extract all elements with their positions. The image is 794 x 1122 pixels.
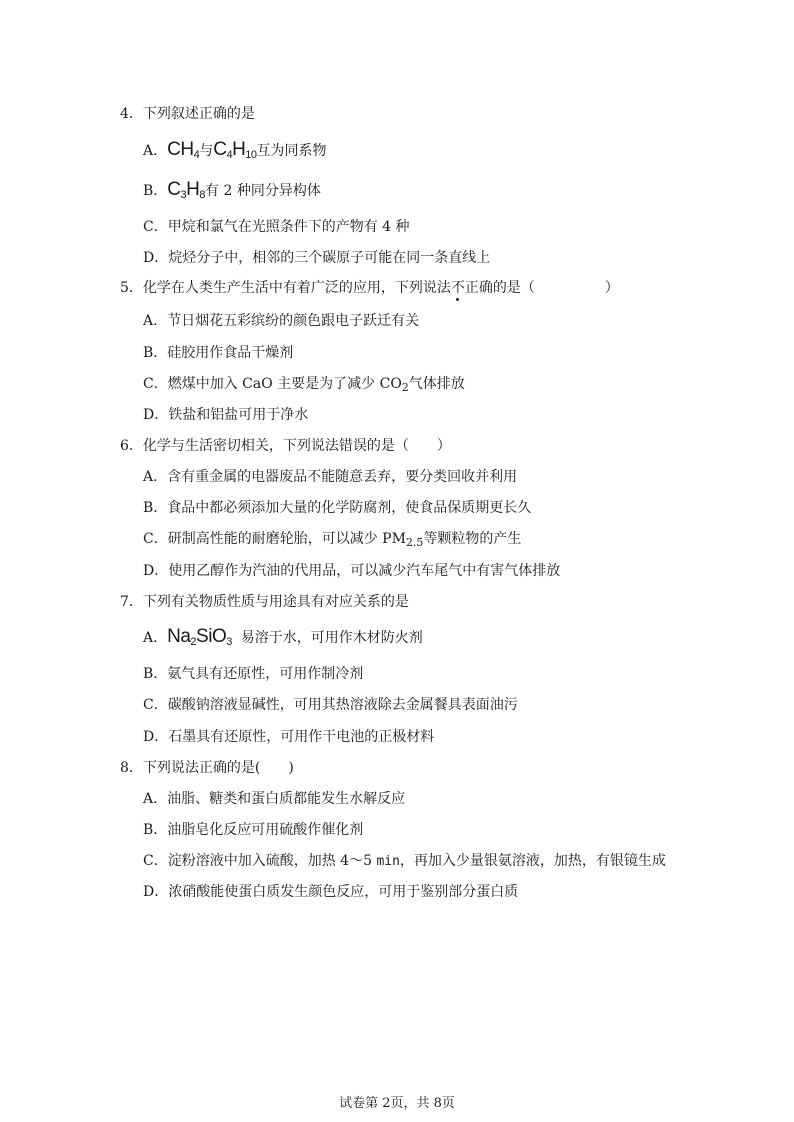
- question-7-option-c: C．碳酸钠溶液显碱性，可用其热溶液除去金属餐具表面油污: [143, 697, 518, 713]
- question-8-option-c: C．淀粉溶液中加入硫酸，加热 4～5 min，再加入少量银氨溶液，加热，有银镜生成: [143, 853, 666, 869]
- option-text: 有 2 种同分异构体: [205, 183, 321, 199]
- option-text: 与: [199, 143, 214, 159]
- option-label: B．: [143, 183, 168, 199]
- question-6-option-a: A．含有重金属的电器废品不能随意丢弃，要分类回收并利用: [143, 469, 518, 485]
- question-4-option-d: D．烷烃分子中，相邻的三个碳原子可能在同一条直线上: [143, 250, 491, 266]
- emphasis-dot: 不: [450, 280, 465, 296]
- formula-c4h10: $C_4H_{10}$: [213, 139, 257, 161]
- question-5-option-d: D．铁盐和铝盐可用于净水: [143, 407, 309, 423]
- question-5-option-b: B．硅胶用作食品干燥剂: [143, 345, 294, 361]
- question-7-option-a: A．$Na_2SiO_3$ 易溶于水，可用作木材防火剂: [143, 626, 423, 648]
- question-6-option-c: C．研制高性能的耐磨轮胎，可以减少 $PM_{2.5}$等颗粒物的产生: [143, 531, 522, 549]
- question-6-stem: 6．化学与生活密切相关，下列说法错误的是（ ）: [120, 438, 451, 454]
- question-4-option-b: [143, 180, 321, 201]
- question-5-stem: 5．化学在人类生产生活中有着广泛的应用，下列说法不正确的是（ ）: [120, 280, 619, 296]
- question-7-option-d: D．石墨具有还原性，可用作干电池的正极材料: [143, 729, 435, 745]
- question-6-option-d: D．使用乙醇作为汽油的代用品，可以减少汽车尾气中有害气体排放: [143, 563, 561, 579]
- formula-ch4: $CH_4$: [167, 139, 200, 161]
- question-8-option-a: A．油脂、糖类和蛋白质都能发生水解反应: [143, 791, 406, 807]
- question-5-option-c: C．燃煤中加入 CaO 主要是为了减少 $CO_2$气体排放: [143, 376, 465, 394]
- question-4-stem: 4．下列叙述正确的是: [120, 106, 255, 122]
- option-label: A．: [143, 143, 168, 159]
- question-8-stem: 8．下列说法正确的是( ): [120, 760, 294, 776]
- question-5-option-a: A．节日烟花五彩缤纷的颜色跟电子跃迁有关: [143, 313, 420, 329]
- page-footer: 试卷第 2页，共 8页: [339, 1096, 455, 1111]
- formula-c3h8: $C_3H_8$: [167, 179, 206, 201]
- question-8-option-d: D．浓硝酸能使蛋白质发生颜色反应，可用于鉴别部分蛋白质: [143, 884, 519, 900]
- question-7-stem: 7．下列有关物质性质与用途具有对应关系的是: [120, 594, 409, 610]
- question-6-option-b: B．食品中都必须添加大量的化学防腐剂，使食品保质期更长久: [143, 500, 532, 516]
- question-8-option-b: B．油脂皂化反应可用硫酸作催化剂: [143, 822, 364, 838]
- question-4-option-c: C．甲烷和氯气在光照条件下的产物有 4 种: [143, 219, 410, 235]
- question-4-option-a: [143, 140, 327, 161]
- question-7-option-b: B．氨气具有还原性，可用作制冷剂: [143, 666, 364, 682]
- option-text: 互为同系物: [256, 143, 327, 159]
- formula-na2sio3: $Na_2SiO_3$: [167, 626, 232, 648]
